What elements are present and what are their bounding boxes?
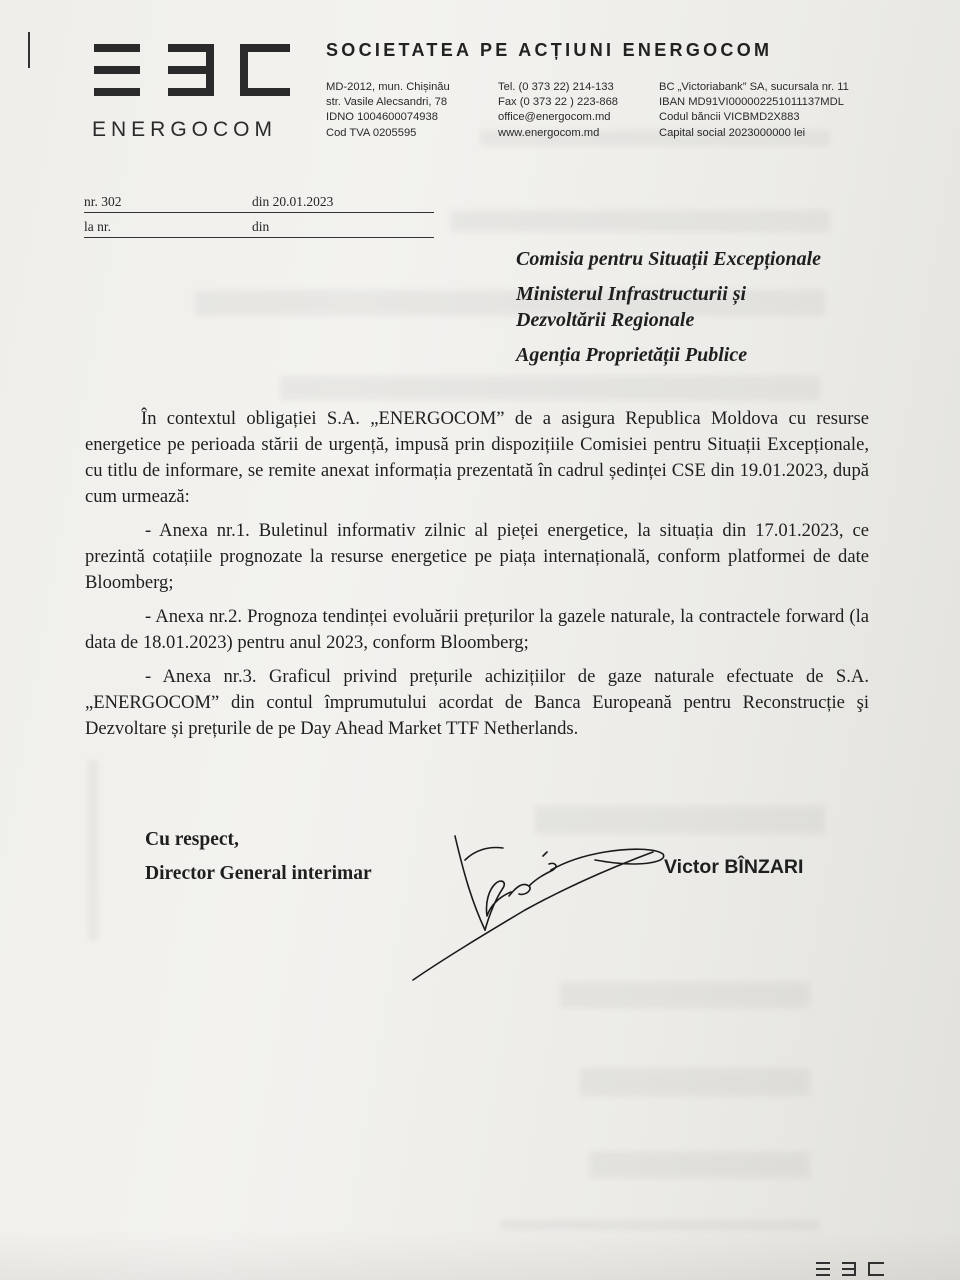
annex-item: - Anexa nr.2. Prognoza tendinței evoluării prețurilor la gazele naturale, la contractele forward (la data de 18.01.2023) pentru anul 2023, conform Bloomberg; [85, 606, 869, 653]
capital-line: Capital social 2023000000 lei [659, 126, 806, 139]
logo-wordmark: ENERGOCOM [92, 118, 278, 140]
intro-paragraph: În contextul obligației S.A. „ENERGOCOM” de a asigura Republica Moldova cu resurse energetice pe perioada stării de urgență, impusă prin dispozițiile Comisiei pentru Situații Excepționale, cu titlu de informare, se remite anexat informația prezentată în cadrul ședinței CSE din 19.01.2023, după cum urmează: [85, 408, 869, 507]
reference-date: din 20.01.2023 [252, 194, 334, 209]
incoming-number-label: la nr. [84, 219, 111, 234]
bleed-through-shadow [450, 210, 830, 232]
signer-title: Director General interimar [145, 863, 372, 884]
annex-item: - Anexa nr.1. Buletinul informativ zilnic al pieței energetice, la situația din 17.01.2023, ce prezintă cotațiile prognozate la resurse energetice pe piața internațională, conform platformei de date Bloomberg; [85, 520, 869, 593]
bleed-through-shadow [580, 1068, 810, 1096]
energocom-logo [90, 40, 300, 140]
company-name: SOCIETATEA PE ACȚIUNI ENERGOCOM [326, 40, 773, 60]
address-line: str. Vasile Alecsandri, 78 [326, 96, 448, 109]
incoming-reference [84, 217, 434, 238]
recipient-line: Dezvoltării Regionale [516, 309, 695, 331]
annex-item: - Anexa nr.3. Graficul privind prețurile achizițiilor de gaze naturale efectuate de S.A. „ENERGOCOM” din contul împrumutului acordat de Banca Europeană pentru Reconstrucție şi Dezvoltare și prețurile de pe Day Ahead Market TTF Netherlands. [85, 666, 869, 739]
phone-line: Tel. (0 373 22) 214-133 [498, 81, 614, 93]
bank-code-line: Codul băncii VICBMD2X883 [659, 111, 800, 124]
bank-block [659, 80, 849, 141]
bleed-through-shadow [500, 1220, 820, 1230]
bleed-through-shadow [88, 760, 98, 940]
iban-line: IBAN MD91VI000002251011137MDL [659, 96, 844, 109]
address-line: MD-2012, mun. Chișinău [326, 81, 450, 93]
handwritten-signature [405, 830, 670, 985]
bank-line: BC „Victoriabank” SA, sucursala nr. 11 [659, 81, 849, 93]
bleed-through-shadow [280, 376, 820, 400]
recipients-block [516, 246, 821, 377]
recipient: Agenția Proprietății Publice [516, 344, 748, 366]
incoming-date-label: din [252, 219, 270, 234]
vat-code-line: Cod TVA 0205595 [326, 126, 417, 139]
page-shadow [0, 1230, 960, 1280]
idno-line: IDNO 1004600074938 [326, 111, 438, 124]
margin-mark [28, 32, 30, 68]
signer-name: Victor BÎNZARI [664, 856, 804, 878]
outgoing-reference [84, 192, 434, 213]
contact-block [498, 80, 618, 141]
email-line: office@energocom.md [498, 111, 611, 124]
reference-number: nr. 302 [84, 194, 122, 209]
salutation: Cu respect, [145, 829, 239, 850]
letter-body [85, 406, 869, 750]
closing-block [145, 823, 372, 891]
recipient [516, 281, 821, 333]
bleed-through-shadow [590, 1152, 810, 1178]
website-line: www.energocom.md [498, 126, 600, 139]
fax-line: Fax (0 373 22 ) 223-868 [498, 96, 619, 109]
recipient: Comisia pentru Situații Excepționale [516, 248, 822, 270]
recipient-line: Ministerul Infrastructurii și [516, 283, 747, 305]
address-block [326, 80, 450, 141]
bleed-through-shadow [560, 982, 810, 1008]
